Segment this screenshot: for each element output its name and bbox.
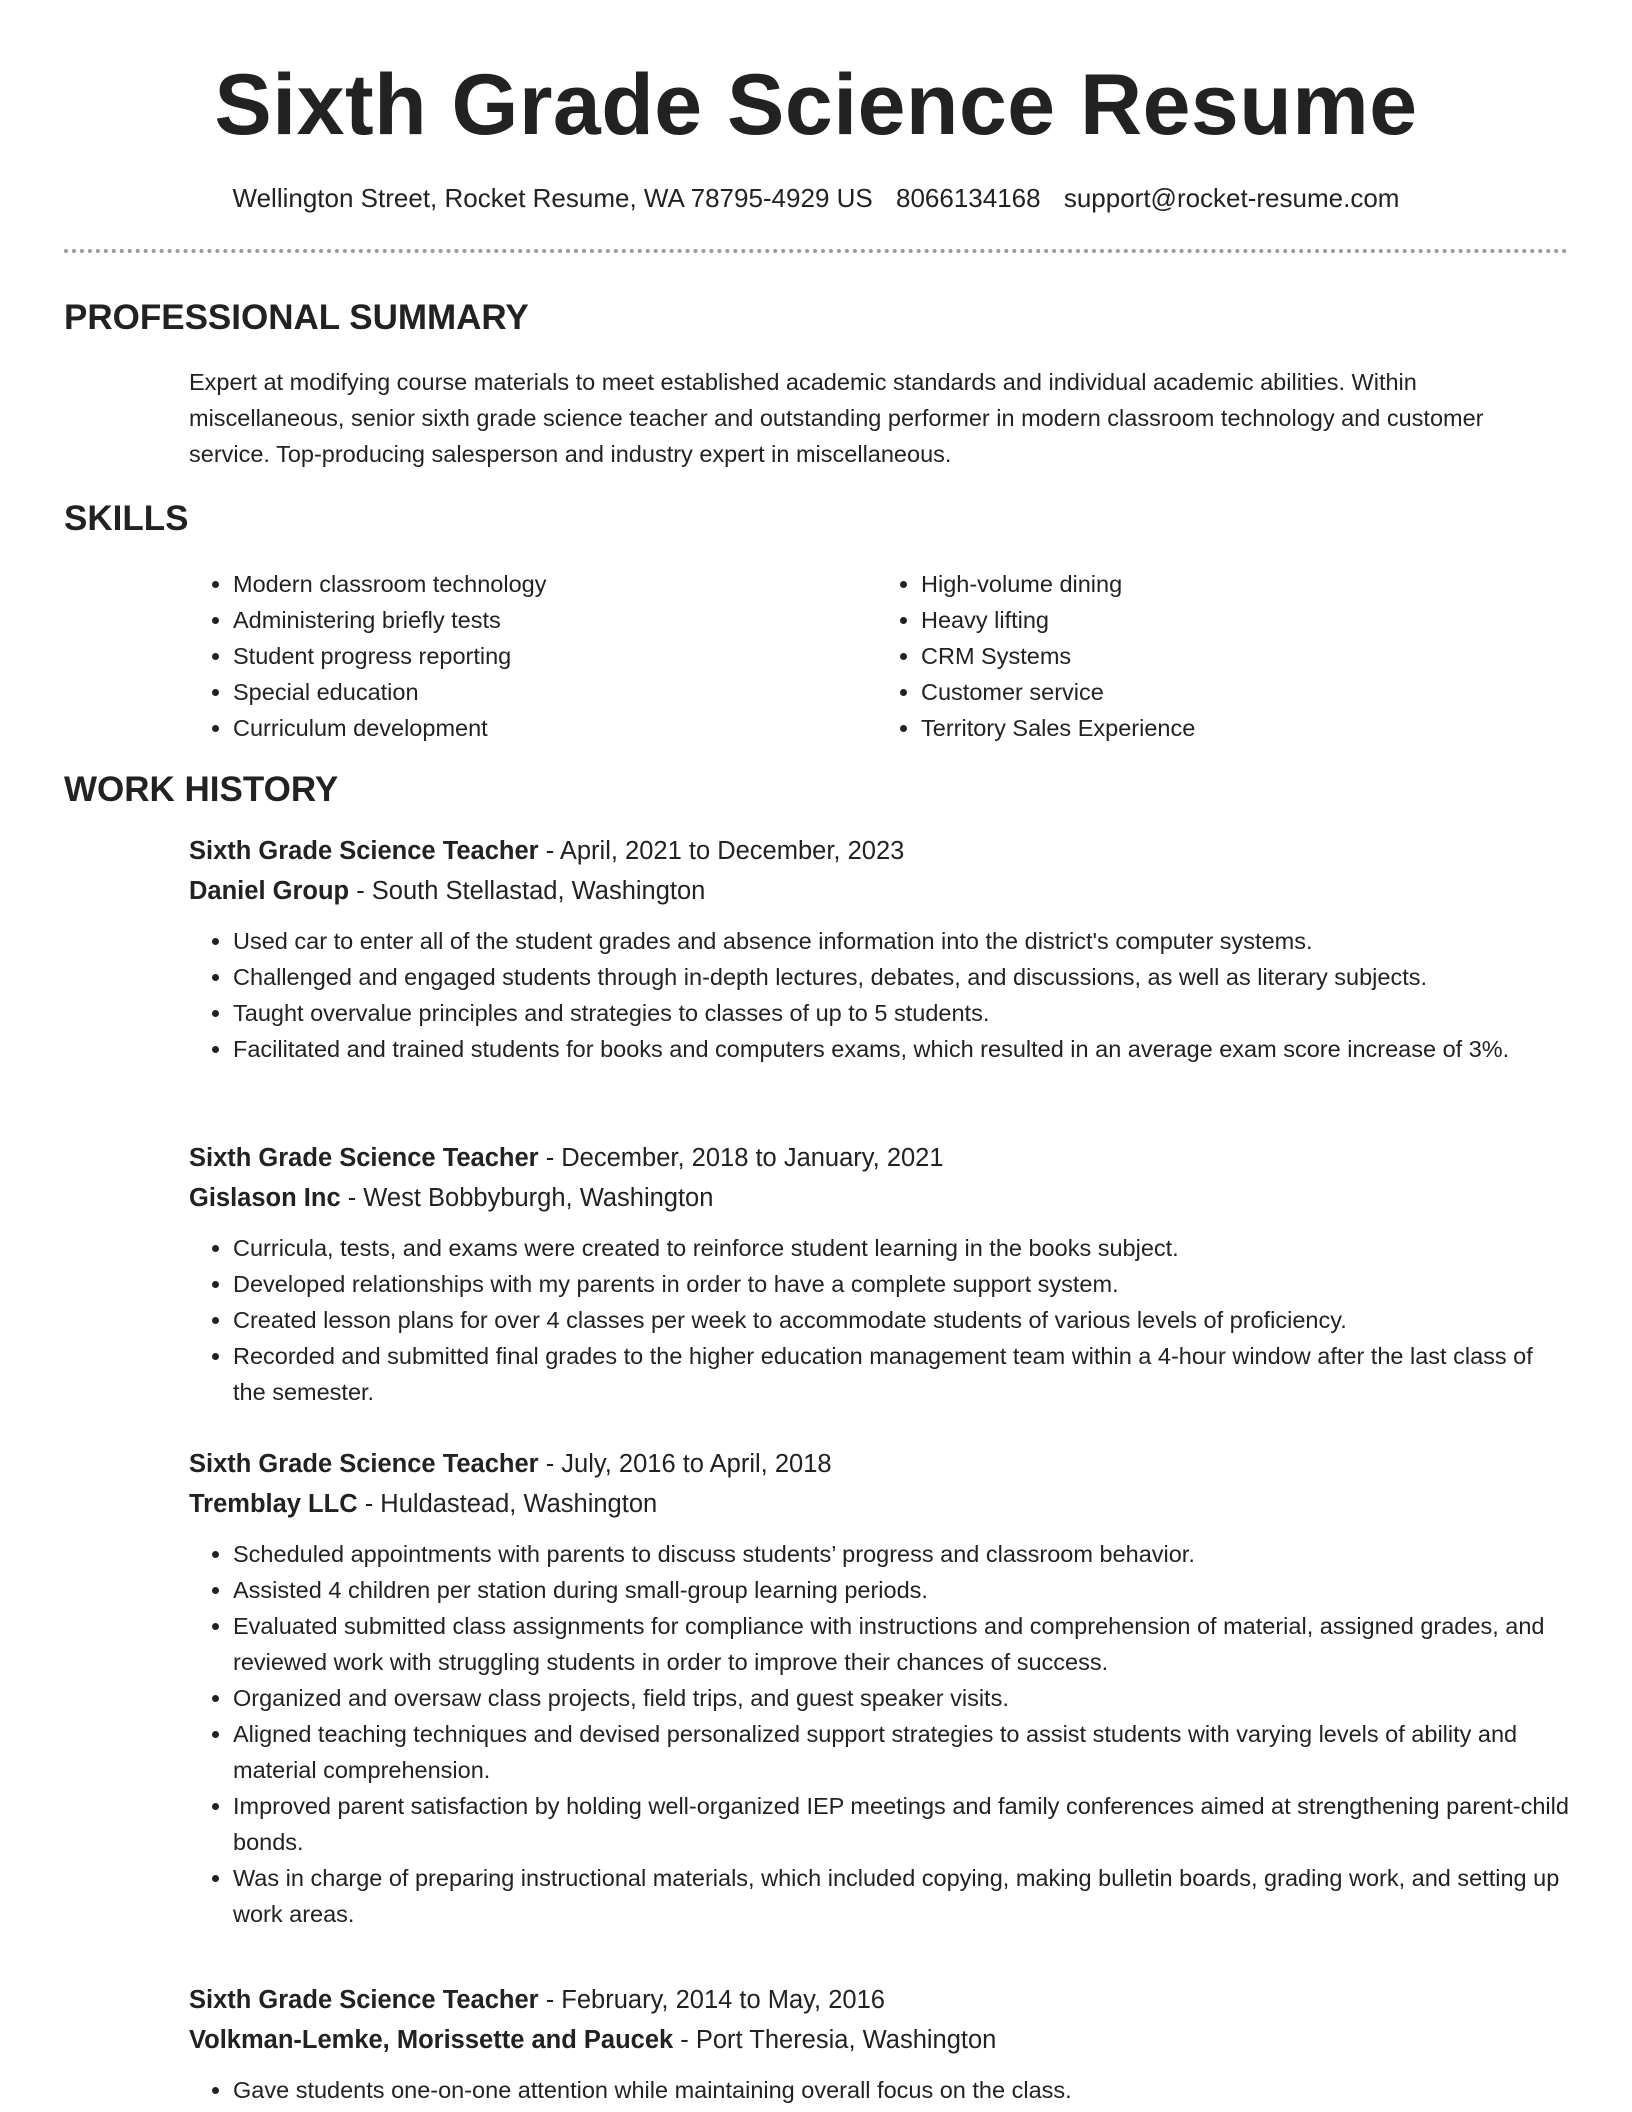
job-company-line — [189, 1484, 1569, 1524]
job-role: Sixth Grade Science Teacher — [189, 837, 539, 865]
duty-item: • Facilitated and trained students for books and computers exams, which resulted in an average exam score increase of 3%. — [233, 1031, 1569, 1067]
job-entry — [189, 1444, 1569, 1932]
contact-address: Wellington Street, Rocket Resume, WA 78795-4929 US — [232, 183, 873, 213]
job-title-line — [189, 1980, 1569, 2020]
duty-item: • Curricula, tests, and exams were created to reinforce student learning in the books subject. — [233, 1230, 1569, 1266]
duty-item: • Taught overvalue principles and strategies to classes of up to 5 students. — [233, 995, 1569, 1031]
skill-item: • Special education — [233, 674, 869, 710]
duty-item: • Gave students one-on-one attention while maintaining overall focus on the class. — [233, 2072, 1569, 2108]
duty-item: • Improved parent satisfaction by holding well-organized IEP meetings and family conferences aimed at strengthening parent-child bonds. — [233, 1788, 1569, 1860]
job-company-line — [189, 1178, 1569, 1218]
job-location: - Huldastead, Washington — [357, 1490, 658, 1518]
duty-item: • Assisted 4 children per station during small-group learning periods. — [233, 1572, 1569, 1608]
job-company-line — [189, 871, 1569, 911]
duty-item: • Was in charge of preparing instructional materials, which included copying, making bulletin boards, grading work, and setting up work areas. — [233, 1860, 1569, 1932]
skill-item: • Curriculum development — [233, 710, 869, 746]
work-history-heading: WORK HISTORY — [64, 770, 339, 809]
summary-heading: PROFESSIONAL SUMMARY — [64, 298, 529, 337]
job-company: Tremblay LLC — [189, 1490, 358, 1518]
job-dates: - December, 2018 to January, 2021 — [538, 1144, 944, 1172]
job-role: Sixth Grade Science Teacher — [189, 1450, 539, 1478]
duty-item: • Used car to enter all of the student grades and absence information into the district's computer systems. — [233, 923, 1569, 959]
contact-email: support@rocket-resume.com — [1063, 183, 1400, 213]
skill-item: • Territory Sales Experience — [921, 710, 1557, 746]
job-role: Sixth Grade Science Teacher — [189, 1144, 539, 1172]
job-entry — [189, 1138, 1569, 1410]
skill-item: • Heavy lifting — [921, 602, 1557, 638]
skills-heading: SKILLS — [64, 499, 189, 538]
job-dates: - July, 2016 to April, 2018 — [538, 1450, 832, 1478]
skills-column-left — [189, 566, 869, 746]
job-dates: - February, 2014 to May, 2016 — [538, 1986, 885, 2014]
duty-item: • Scheduled appointments with parents to discuss students’ progress and classroom behavior. — [233, 1536, 1569, 1572]
resume-name: Sixth Grade Science Resume — [214, 57, 1418, 153]
contact-phone: 8066134168 — [895, 183, 1041, 213]
job-title-line — [189, 1444, 1569, 1484]
job-duties — [189, 1536, 1569, 1932]
job-company: Daniel Group — [189, 877, 350, 905]
job-duties — [189, 1230, 1569, 1410]
duty-item: • Developed relationships with my parents in order to have a complete support system. — [233, 1266, 1569, 1302]
job-role: Sixth Grade Science Teacher — [189, 1986, 539, 2014]
header-divider — [64, 249, 1568, 253]
job-company: Volkman-Lemke, Morissette and Paucek — [189, 2026, 674, 2054]
duty-item: • Organized and oversaw class projects, field trips, and guest speaker visits. — [233, 1680, 1569, 1716]
skills-list — [189, 566, 1569, 746]
job-title-line — [189, 831, 1569, 871]
duty-item: • Recorded and submitted final grades to the higher education management team within a 4-hour window after the last class of the semester. — [233, 1338, 1569, 1410]
job-company-line — [189, 2020, 1569, 2060]
duty-item: • Created lesson plans for over 4 classes per week to accommodate students of various levels of proficiency. — [233, 1302, 1569, 1338]
job-location: - South Stellastad, Washington — [349, 877, 706, 905]
job-entry — [189, 831, 1569, 1067]
skill-item: • Modern classroom technology — [233, 566, 869, 602]
skill-item: • CRM Systems — [921, 638, 1557, 674]
job-company: Gislason Inc — [189, 1184, 341, 1212]
duty-item: • Challenged and engaged students through in-depth lectures, debates, and discussions, as well as literary subjects. — [233, 959, 1569, 995]
job-entry — [189, 1980, 1569, 2108]
job-duties — [189, 2072, 1569, 2108]
job-duties — [189, 923, 1569, 1067]
duty-item: • Aligned teaching techniques and devised personalized support strategies to assist students with varying levels of ability and material comprehension. — [233, 1716, 1569, 1788]
job-location: - West Bobbyburgh, Washington — [340, 1184, 714, 1212]
contact-info — [0, 180, 1632, 216]
skill-item: • Student progress reporting — [233, 638, 869, 674]
job-title-line — [189, 1138, 1569, 1178]
skill-item: • Administering briefly tests — [233, 602, 869, 638]
duty-item: • Evaluated submitted class assignments for compliance with instructions and comprehension of material, assigned grades, and reviewed work with struggling students in order to improve their chances of success. — [233, 1608, 1569, 1680]
summary-text: Expert at modifying course materials to meet established academic standards and individual academic abilities. Within miscellaneous, senior sixth grade science teacher and outstanding performer in modern classroom technology and customer service. Top-producing salesperson and industry expert in miscellaneous. — [189, 369, 1484, 467]
job-location: - Port Theresia, Washington — [673, 2026, 997, 2054]
skill-item: • Customer service — [921, 674, 1557, 710]
skills-column-right — [869, 566, 1557, 746]
skill-item: • High-volume dining — [921, 566, 1557, 602]
job-dates: - April, 2021 to December, 2023 — [538, 837, 905, 865]
